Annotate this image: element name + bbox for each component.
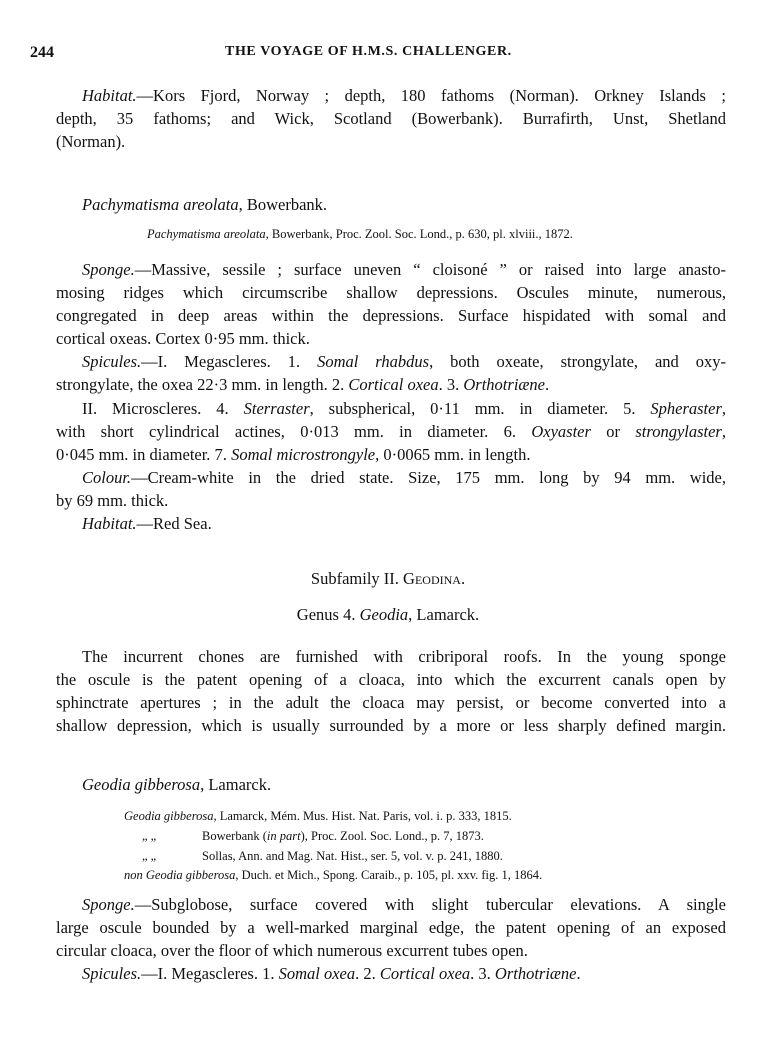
pachy-spicules-line2: strongylate, the oxea 22·3 mm. in length. 2. Cortical oxea. 3. Orthotriæne.	[56, 375, 550, 394]
reference-geodia-3: „ „ Sollas, Ann. and Mag. Nat. Hist., ser. 5, vol. v. p. 241, 1880.	[142, 849, 503, 863]
pachy-habitat: Habitat.—Red Sea.	[82, 514, 212, 533]
pachy-sponge-line2: mosing ridges which circumscribe shallow depressions. Oscules minute, numerous,	[56, 283, 726, 302]
reference-pachymatisma: Pachymatisma areolata, Bowerbank, Proc. Zool. Soc. Lond., p. 630, pl. xlviii., 1872.	[147, 227, 573, 241]
running-title: THE VOYAGE OF H.M.S. CHALLENGER.	[225, 44, 512, 59]
genus-description-line1: The incurrent chones are furnished with cribriporal roofs. In the young sponge	[82, 647, 726, 666]
habitat-top-line2: depth, 35 fathoms; and Wick, Scotland (Bowerbank). Burrafirth, Unst, Shetland	[56, 109, 726, 128]
pachy-colour-line1: Colour.—Cream-white in the dried state. Size, 175 mm. long by 94 mm. wide,	[82, 468, 726, 487]
pachy-microscleres-line1: II. Microscleres. 4. Sterraster, subspherical, 0·11 mm. in diameter. 5. Spheraster,	[82, 399, 726, 418]
pachy-spicules-line1: Spicules.—I. Megascleres. 1. Somal rhabdus, both oxeate, strongylate, and oxy-	[82, 352, 726, 371]
geodia-sponge-line3: circular cloaca, over the floor of which numerous excurrent tubes open.	[56, 941, 528, 960]
species-title-geodia: Geodia gibberosa, Lamarck.	[82, 775, 272, 794]
genus-description-line4: shallow depression, which is usually surrounded by a more or less sharply defined margin.	[56, 716, 726, 735]
geodia-sponge-line1: Sponge.—Subglobose, surface covered with slight tubercular elevations. A single	[82, 895, 726, 914]
habitat-top-line1: Habitat.—Kors Fjord, Norway ; depth, 180 fathoms (Norman). Orkney Islands ;	[82, 86, 726, 105]
genus-description-line3: sphinctrate apertures ; in the adult the cloaca may persist, or become converted into a	[56, 693, 726, 712]
species-title-pachymatisma: Pachymatisma areolata, Bowerbank.	[82, 195, 328, 214]
pachy-colour-line2: by 69 mm. thick.	[56, 491, 169, 510]
reference-geodia-2: „ „ Bowerbank (in part), Proc. Zool. Soc. Lond., p. 7, 1873.	[142, 829, 484, 843]
genus-heading: Genus 4. Geodia, Lamarck.	[296, 605, 480, 624]
reference-geodia-1: Geodia gibberosa, Lamarck, Mém. Mus. Hist. Nat. Paris, vol. i. p. 333, 1815.	[124, 809, 512, 823]
pachy-sponge-line3: congregated in deep areas within the depressions. Surface hispidated with somal and	[56, 306, 726, 325]
reference-geodia-4: non Geodia gibberosa, Duch. et Mich., Spong. Caraib., p. 105, pl. xxv. fig. 1, 1864.	[124, 868, 543, 882]
subfamily-heading: Subfamily II. Geodina.	[310, 569, 466, 588]
pachy-microscleres-line2: with short cylindrical actines, 0·013 mm. in diameter. 6. Oxyaster or strongylaster,	[56, 422, 726, 441]
geodia-spicules: Spicules.—I. Megascleres. 1. Somal oxea. 2. Cortical oxea. 3. Orthotriæne.	[82, 964, 581, 983]
genus-description-line2: the oscule is the patent opening of a cloaca, into which the excurrent canals open by	[56, 670, 726, 689]
geodia-sponge-line2: large oscule bounded by a well-marked marginal edge, the patent opening of an exposed	[56, 918, 726, 937]
page-number: 244	[30, 44, 54, 61]
pachy-sponge-line4: cortical oxeas. Cortex 0·95 mm. thick.	[56, 329, 310, 348]
pachy-sponge-line1: Sponge.—Massive, sessile ; surface uneven “ cloisoné ” or raised into large anasto-	[82, 260, 726, 279]
pachy-microscleres-line3: 0·045 mm. in diameter. 7. Somal microstrongyle, 0·0065 mm. in length.	[56, 445, 531, 464]
habitat-top-line3: (Norman).	[56, 132, 126, 151]
